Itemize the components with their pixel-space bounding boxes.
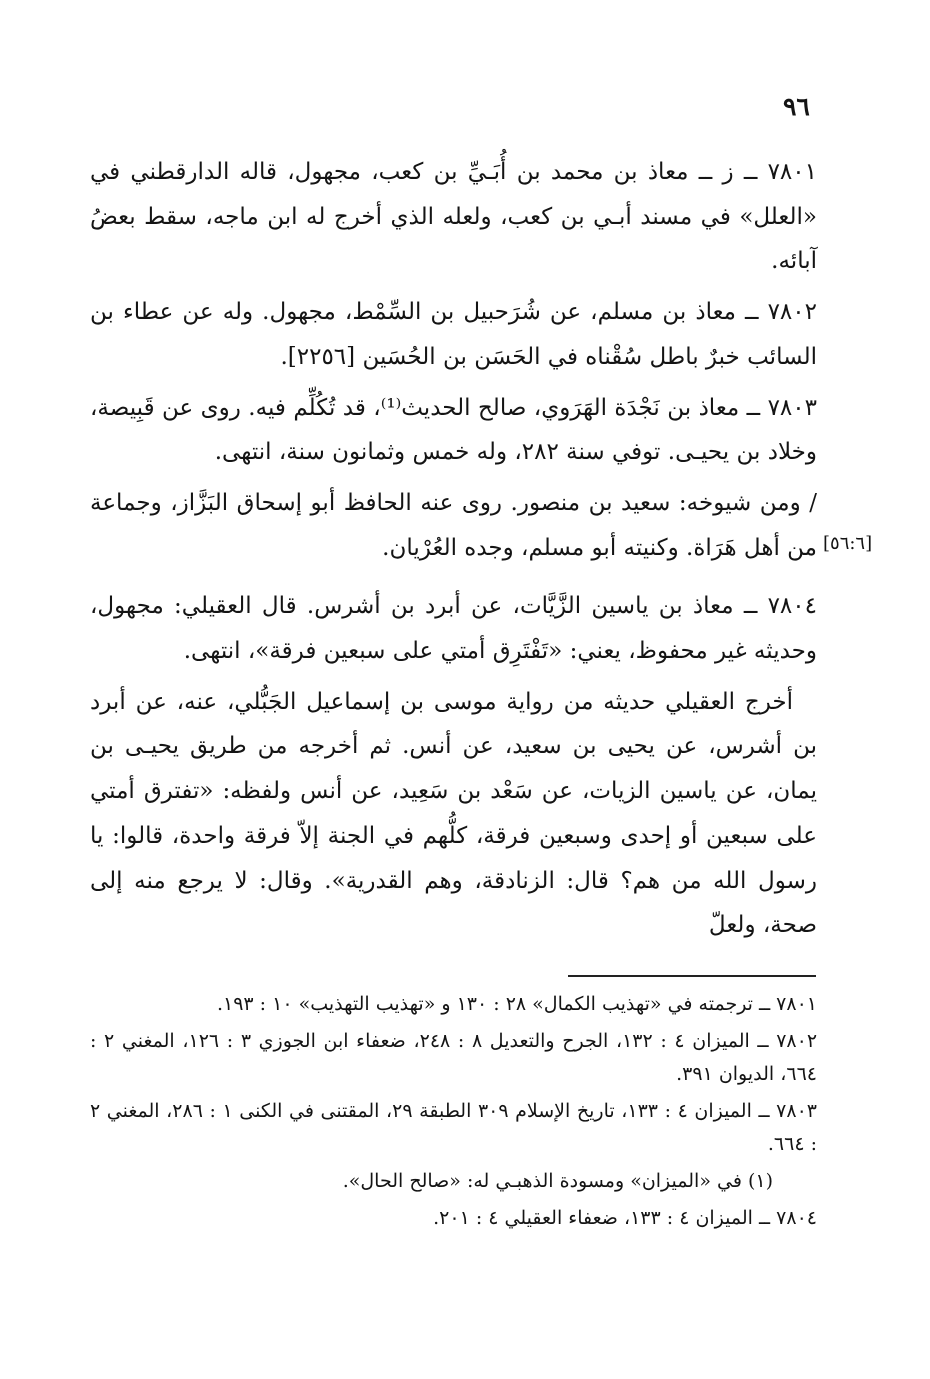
entry-7804-commentary: أخرج العقيلي حديثه من رواية موسى بن إسماعيل الجَبُّلي، عنه، عن أبرد بن أشرس، عن يحيى بن سعيد، عن أنس. ثم أخرجه من طريق يحيـى بن يمان، عن ياسين الزيات، عن سَعْد بن سَعِيد، عن أنس ولفظه: «تفترق أمتي على سبعين أو إحدى وسبعين فرقة، كلُّهم في الجنة إلاّ فرقة واحدة، قالوا: يا رسول الله من هم؟ قال: الزنادقة، وهم القدرية». وقال: لا يرجع منه إلى صحة، ولعلّ xyxy=(90,688,817,939)
footnote-1: (١) في «الميزان» ومسودة الذهبـي له: «صالح الحال». xyxy=(342,1170,773,1192)
entry-7804: ٧٨٠٤ ــ معاذ بن ياسين الزَّيَّات، عن أبرد بن أشرس. قال العقيلي: مجهول، وحديثه غير محفوظ، يعني: «تَفْتَرِق أمتي على سبعين فرقة»، انتهى. xyxy=(90,593,817,665)
entry-7803: ٧٨٠٣ ــ معاذ بن نَجْدَة الهَرَوي، صالح الحديث⁽¹⁾، قد تُكُلِّم فيه. روى عن قَبِيصة، وخلاد بن يحيـى. توفي سنة ٢٨٢، وله خمس وثمانون سنة، انتهى. xyxy=(90,394,817,466)
footnote-7802: ٧٨٠٢ ــ الميزان ٤ : ١٣٢، الجرح والتعديل ٨ : ٢٤٨، ضعفاء ابن الجوزي ٣ : ١٢٦، المغني ٢ : ٦٦٤، الديوان ٣٩١. xyxy=(90,1030,818,1085)
entry-7801: ٧٨٠١ ــ ز ــ معاذ بن محمد بن أُبَـيِّ بن كعب، مجهول، قاله الدارقطني في «العلل» في مسند أبـي بن كعب، ولعله الذي أخرج له ابن ماجه، سقط بعضُ آبائه. xyxy=(90,159,817,275)
footnote-7801: ٧٨٠١ ــ ترجمته في «تهذيب الكمال» ٢٨ : ١٣٠ و «تهذيب التهذيب» ١٠ : ١٩٣. xyxy=(216,993,817,1015)
main-text xyxy=(90,150,817,948)
margin-reference: [٥٦:٦] xyxy=(823,533,873,554)
footnotes xyxy=(90,988,817,1235)
entry-7802: ٧٨٠٢ ــ معاذ بن مسلم، عن شُرَحبيل بن السِّمْط، مجهول. وله عن عطاء بن السائب خبرٌ باطل سُقْناه في الحَسَن بن الحُسَين [٢٢٥٦]. xyxy=(90,299,817,370)
page-number: ٩٦ xyxy=(783,92,810,121)
footnote-divider xyxy=(568,975,816,977)
footnote-7804: ٧٨٠٤ ــ الميزان ٤ : ١٣٣، ضعفاء العقيلي ٤ : ٢٠١. xyxy=(433,1207,817,1229)
footnote-7803: ٧٨٠٣ ــ الميزان ٤ : ١٣٣، تاريخ الإسلام ٣٠٩ الطبقة ٢٩، المقتنى في الكنى ١ : ٢٨٦، المغني ٢ : ٦٦٤. xyxy=(90,1100,817,1155)
entry-7803-continuation: / ومن شيوخه: سعيد بن منصور. روى عنه الحافظ أبو إسحاق البَزَّاز، وجماعة من أهل هَرَاة. وكنيته أبو مسلم، وجده العُرْيان. xyxy=(90,489,817,561)
